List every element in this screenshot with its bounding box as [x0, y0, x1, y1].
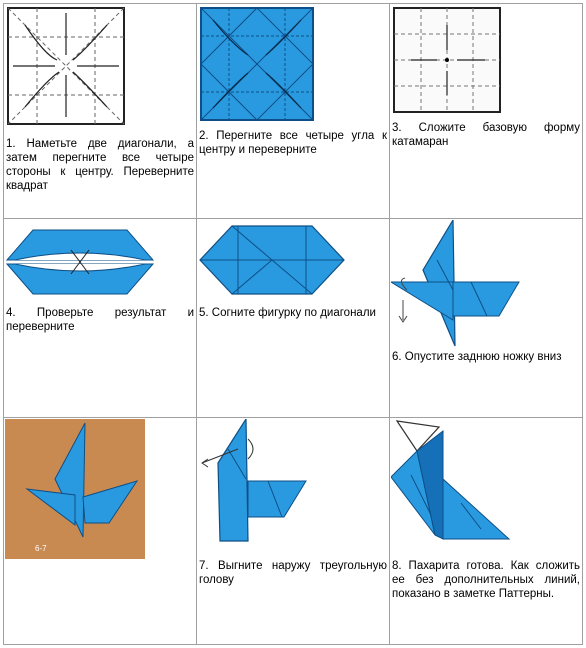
step-cell-4	[4, 219, 197, 418]
step-caption: 2. Перегните все четыре угла к центру и переверните	[199, 130, 387, 156]
white-square-icon	[391, 5, 513, 121]
step-cell-9	[390, 417, 583, 644]
step-cell-5	[197, 219, 390, 418]
blue-square-icon	[198, 5, 320, 129]
step-caption: 5. Согните фигурку по диагонали	[199, 307, 376, 319]
step-caption: 6. Опустите заднюю ножку вниз	[392, 351, 562, 363]
step-caption: 3. Сложите базовую форму катамаран	[392, 122, 580, 148]
step-cell-6	[390, 219, 583, 418]
step-caption: 8. Пахарита готова. Как сложить ее без дополнительных линий, показано в заметке Паттерны.	[392, 559, 580, 600]
photo-label: 6-7	[35, 543, 47, 553]
hexagon-fold-icon	[198, 220, 348, 306]
head-fold-icon	[198, 419, 318, 559]
step-caption: 4. Проверьте результат и переверните	[6, 307, 194, 333]
step-caption: 7. Выгните наружу треугольную голову	[199, 559, 387, 586]
bird-shape-icon	[391, 220, 531, 350]
pakharita-final-icon	[391, 419, 521, 559]
step-cell-7	[4, 417, 197, 644]
step-caption: 1. Наметьте две диагонали, а затем перегните все четыре стороны к центру. Переверните квадрат	[6, 138, 194, 192]
catamaran-icon	[5, 220, 155, 306]
step-cell-3	[390, 4, 583, 219]
step-cell-2	[197, 4, 390, 219]
step-cell-1	[4, 4, 197, 219]
instructions-table	[3, 3, 583, 645]
photo-pakharita-icon	[5, 419, 145, 559]
square-crease-icon	[5, 5, 127, 137]
step-cell-8	[197, 417, 390, 644]
